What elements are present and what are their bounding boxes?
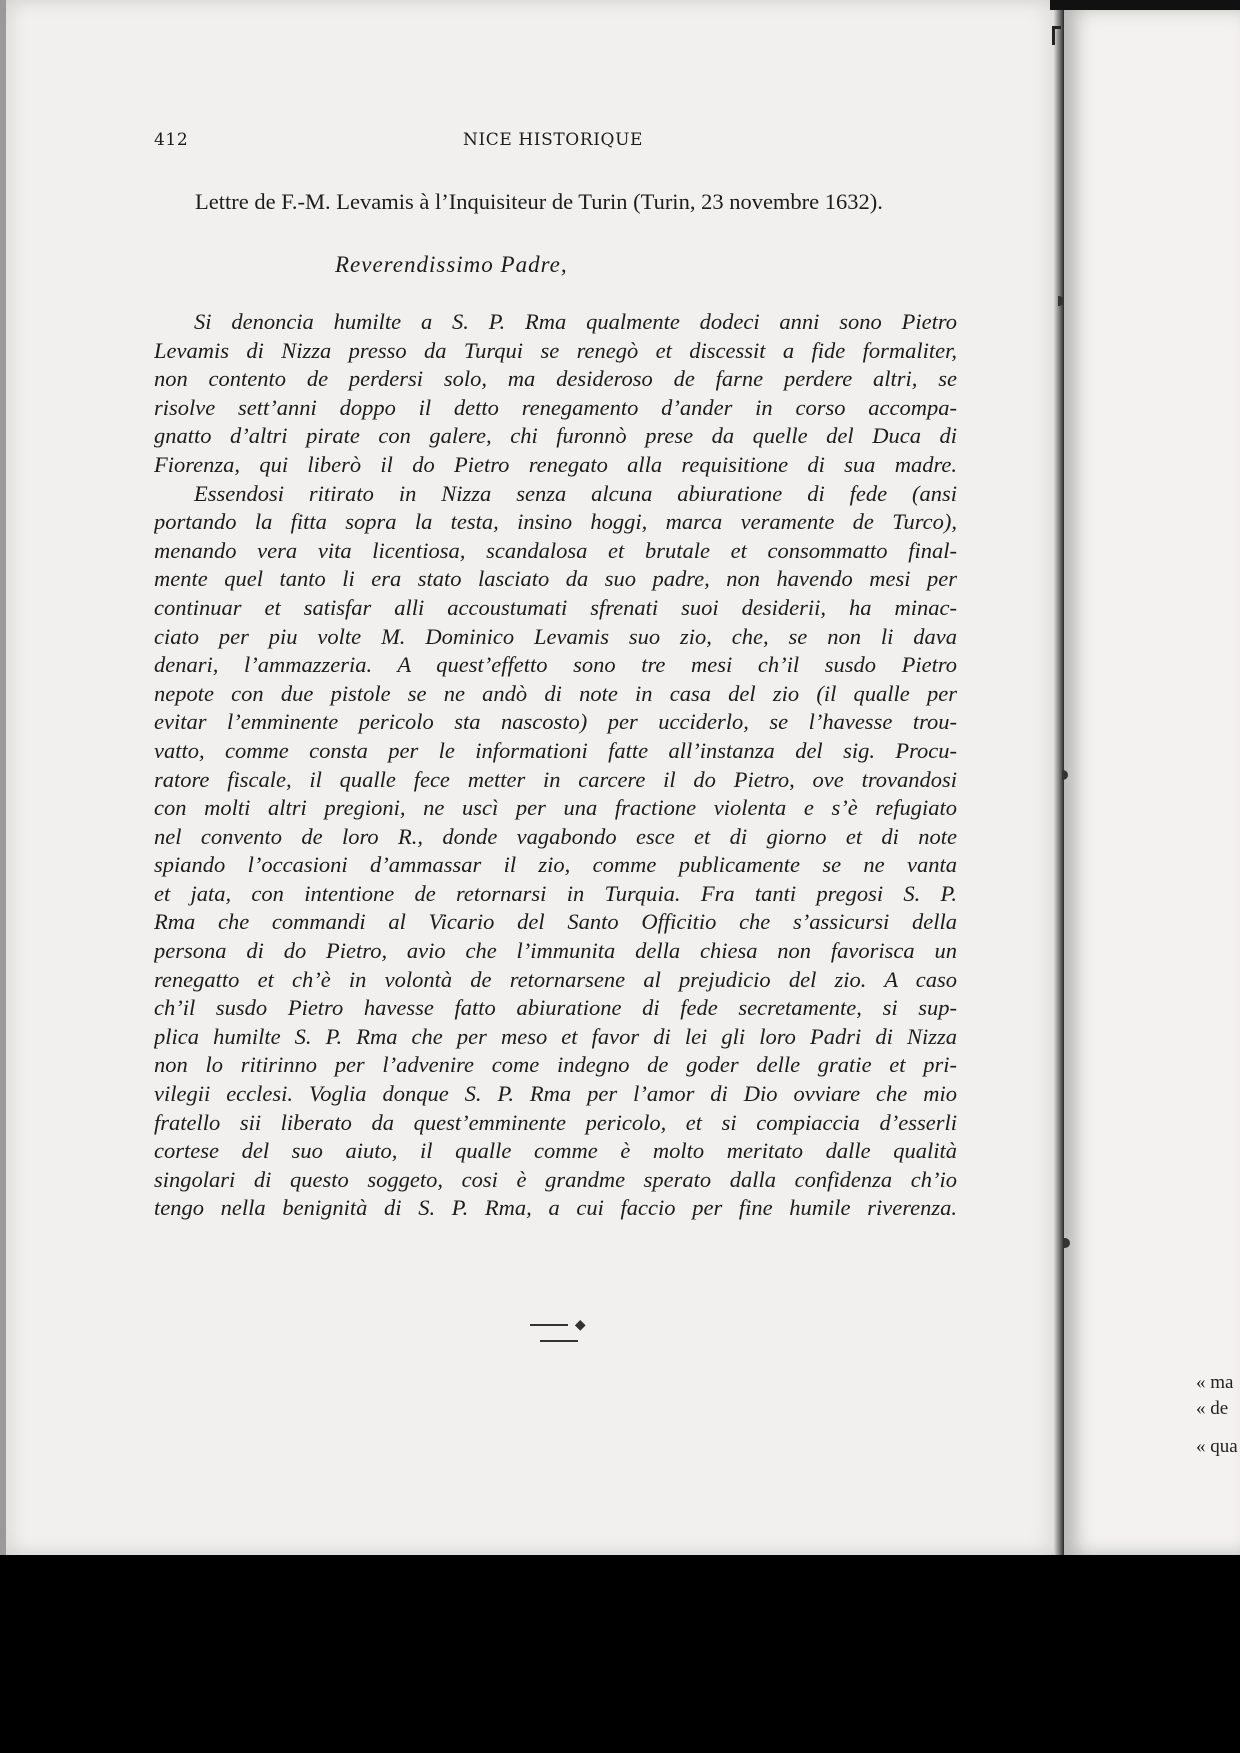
body-line: mente quel tanto li era stato lasciato da suo padre, non havendo mesi per: [154, 566, 957, 592]
body-line: risolve sett’anni doppo il detto renegamento d’ander in corso accompa-: [154, 394, 957, 420]
body-line: vatto, comme consta per le informationi fatte all’instanza del sig. Procu-: [154, 737, 957, 763]
body-line: ratore fiscale, il qualle fece metter in carcere il do Pietro, ove trovandosi: [154, 766, 957, 792]
body-line: gnatto d’altri pirate con galere, chi furonnò prese da quelle del Duca di: [154, 423, 957, 449]
body-line: ch’il susdo Pietro havesse fatto abiuratione di fede secretamente, si sup-: [154, 995, 957, 1021]
ornament-rule-left: [530, 1324, 568, 1326]
body-line: spiando l’occasioni d’ammassar il zio, comme publicamente se ne vanta: [154, 852, 957, 878]
body-line: nepote con due pistole se ne andò di note in casa del zio (il qualle per: [154, 680, 957, 706]
right-page-fragment: « qua: [1196, 1436, 1238, 1457]
body-line: et jata, con intentione de retornarsi in Turquia. Fra tanti pregosi S. P.: [154, 880, 957, 906]
right-page-fragment: « ma: [1196, 1372, 1234, 1393]
diamond-icon: ◆: [574, 1317, 586, 1333]
body-line: denari, l’ammazzeria. A quest’effetto sono tre mesi ch’il susdo Pietro: [154, 652, 957, 678]
right-page-text-fragments: [1196, 1370, 1238, 1460]
body-line: singolari di questo soggeto, cosi è grandme sperato dalla confidenza ch’io: [154, 1166, 957, 1192]
letter-title: Lettre de F.-M. Levamis à l’Inquisiteur de Turin (Turin, 23 novembre 1632).: [195, 189, 883, 214]
body-line: nel convento de loro R., donde vagabondo esce et di giorno et di note: [154, 823, 957, 849]
right-page-bracket-mark: [1052, 26, 1061, 45]
body-line: con molti altri pregioni, ne uscì per una fractione violenta e s’è refugiato: [154, 795, 957, 821]
body-line: Fiorenza, qui liberò il do Pietro renegato alla requisitione di sua madre.: [154, 451, 957, 477]
body-line: non contento de perdersi solo, ma desideroso de farne perdere altri, se: [154, 366, 957, 392]
page-number: 412: [154, 130, 189, 150]
body-line: persona di do Pietro, avio che l’immunita della chiesa non favorisca un: [154, 938, 957, 964]
body-line: Levamis di Nizza presso da Turqui se renegò et discessit a fide formaliter,: [154, 337, 957, 363]
body-line: renegatto et ch’è in volontà de retornarsene al prejudicio del zio. A caso: [154, 966, 957, 992]
salutation: Reverendissimo Padre,: [335, 252, 568, 277]
body-line: ciato per piu volte M. Dominico Levamis suo zio, che, se non li dava: [154, 623, 957, 649]
body-line: cortese del suo aiuto, il qualle comme è molto meritato dalle qualità: [154, 1138, 957, 1164]
running-title: NICE HISTORIQUE: [462, 130, 644, 150]
body-line: fratello sii liberato da quest’emminente pericolo, et si compiaccia d’esserli: [154, 1109, 957, 1135]
body-line: tengo nella benignità di S. P. Rma, a cui faccio per fine humile riverenza.: [154, 1195, 957, 1221]
right-page-fragment: « de: [1196, 1398, 1229, 1419]
body-line: portando la fitta sopra la testa, insino hoggi, marca veramente de Turco),: [154, 509, 957, 535]
ornament-rule-right: [540, 1340, 578, 1342]
end-ornament: [510, 1317, 608, 1333]
body-line: non lo ritirinno per l’advenire come indegno de goder delle gratie et pri-: [154, 1052, 957, 1078]
right-page: [1064, 8, 1240, 1555]
body-line: Si denoncia humilte a S. P. Rma qualmente dodeci anni sono Pietro: [194, 309, 957, 334]
body-line: Essendosi ritirato in Nizza senza alcuna abiuratione di fede (ansi: [194, 480, 957, 506]
body-line: evitar l’emminente pericolo sta nascosto) per ucciderlo, se l’havesse trou-: [154, 709, 957, 735]
body-line: vilegii ecclesi. Voglia donque S. P. Rma per l’amor di Dio ovviare che mio: [154, 1081, 957, 1107]
letter-body: [154, 308, 957, 1223]
page-header: [154, 130, 952, 154]
body-line: Rma che commandi al Vicario del Santo Officitio che s’assicursi della: [154, 909, 957, 935]
right-page-top-shadow: [1050, 0, 1240, 10]
body-line: continuar et satisfar alli accoustumati sfrenati suoi desiderii, ha minac-: [154, 594, 957, 620]
body-line: menando vera vita licentiosa, scandalosa et brutale et consommatto final-: [154, 537, 957, 563]
body-line: plica humilte S. P. Rma che per meso et favor di lei gli loro Padri di Nizza: [154, 1023, 957, 1049]
